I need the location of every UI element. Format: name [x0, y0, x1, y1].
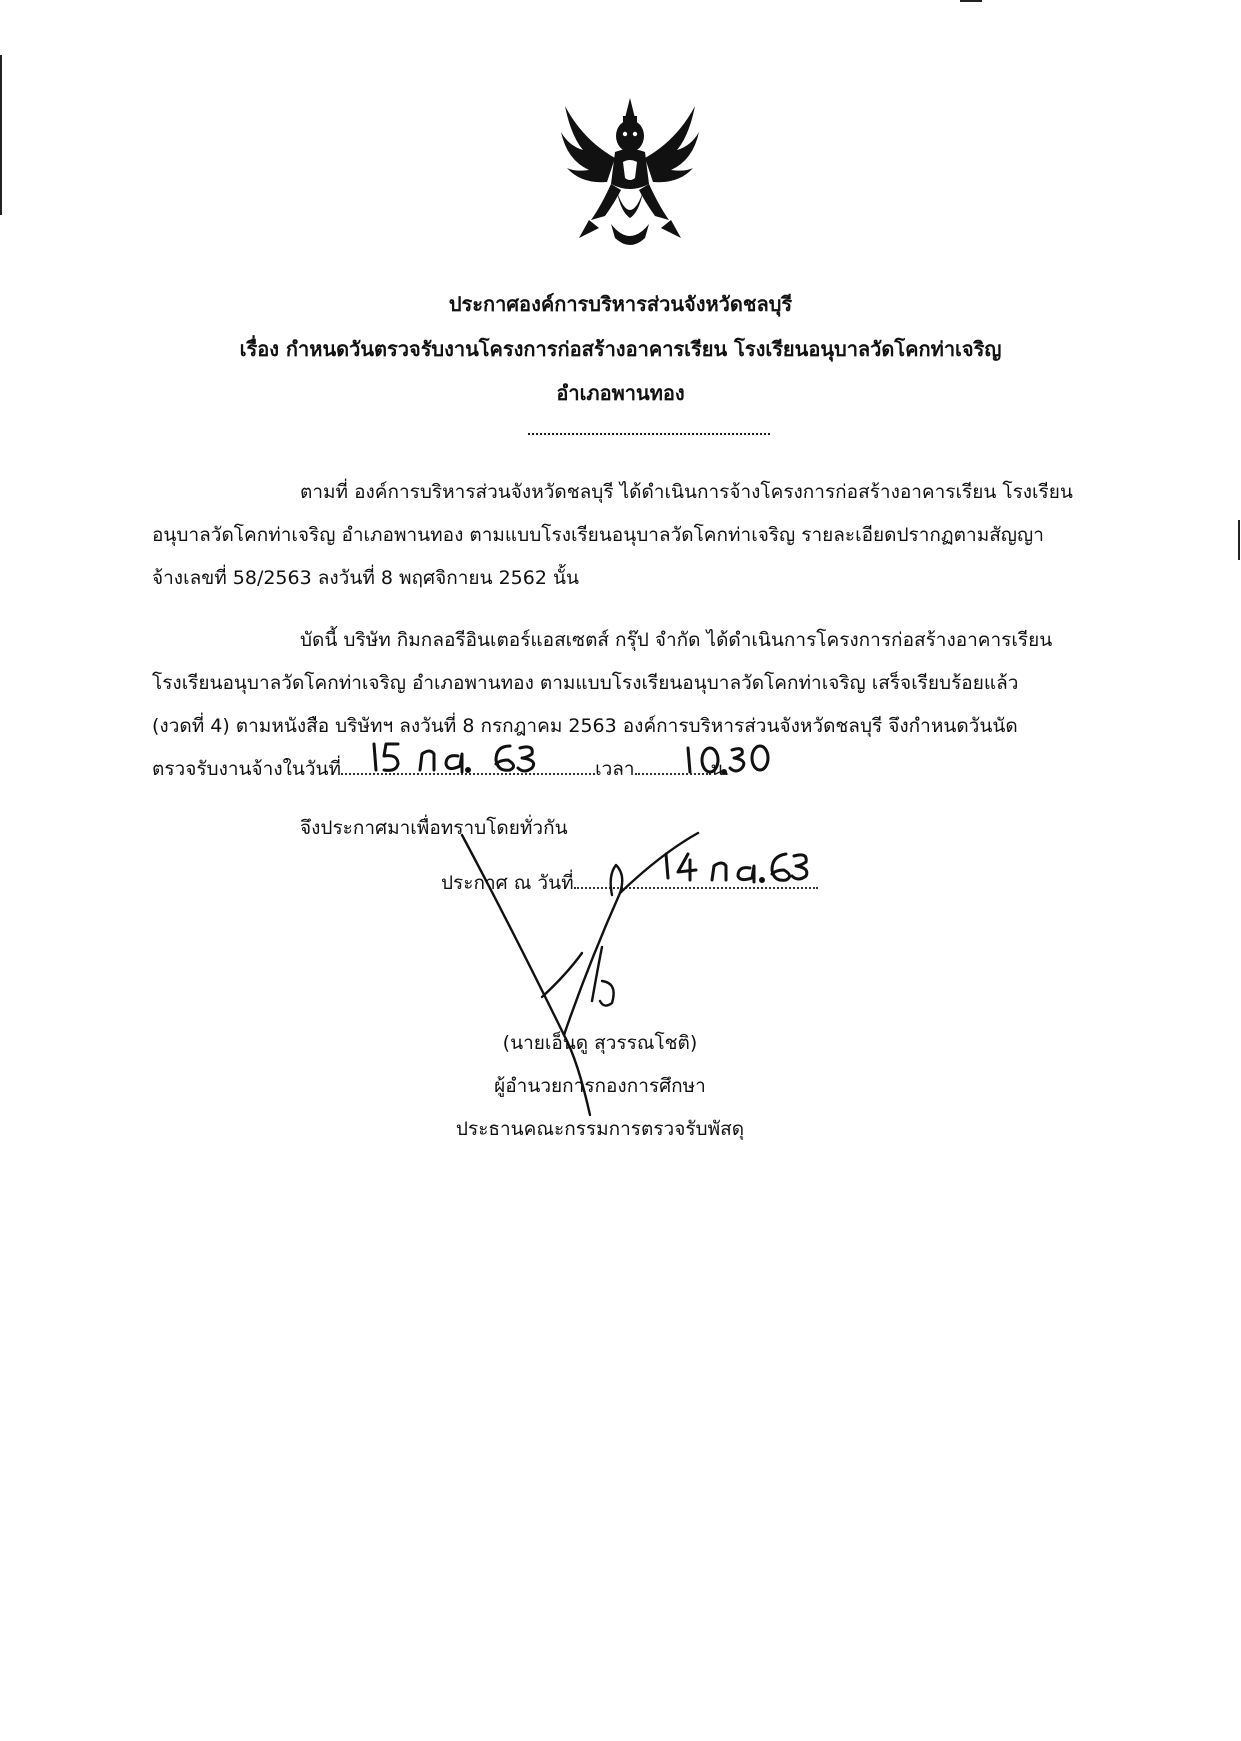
subject-line: เรื่อง กำหนดวันตรวจรับงานโครงการก่อสร้างอาคารเรียน โรงเรียนอนุบาลวัดโคกท่าเจริญ: [239, 337, 1002, 361]
garuda-emblem-icon: [555, 88, 705, 258]
handwritten-inspection-date: [368, 738, 548, 778]
scan-edge-top: [960, 0, 982, 2]
para1-line2: อนุบาลวัดโคกท่าเจริญ อำเภอพานทอง ตามแบบโรงเรียนอนุบาลวัดโคกท่าเจริญ รายละเอียดปรากฏตามสัญญา: [152, 524, 1044, 546]
dotted-separator: [528, 433, 770, 435]
para2-line3: (งวดที่ 4) ตามหนังสือ บริษัทฯ ลงวันที่ 8 กรกฎาคม 2563 องค์การบริหารส่วนจังหวัดชลบุรี จึงกำหนดวันนัด: [152, 715, 1018, 737]
para1-line3: จ้างเลขที่ 58/2563 ลงวันที่ 8 พฤศจิกายน 2562 นั้น: [152, 567, 579, 589]
time-unit: น.: [710, 758, 730, 780]
closing-statement: จึงประกาศมาเพื่อทราบโดยทั่วกัน: [300, 817, 568, 839]
para2-line1: บัดนี้ บริษัท กิมกลอรีอินเตอร์แอสเซตส์ กรุ๊ป จำกัด ได้ดำเนินการโครงการก่อสร้างอาคารเรียน: [300, 629, 1053, 651]
para1-line1: ตามที่ องค์การบริหารส่วนจังหวัดชลบุรี ได้ดำเนินการจ้างโครงการก่อสร้างอาคารเรียน โรงเรียน: [300, 481, 1073, 503]
para2-line2: โรงเรียนอนุบาลวัดโคกท่าเจริญ อำเภอพานทอง ตามแบบโรงเรียนอนุบาลวัดโคกท่าเจริญ เสร็จเรียบร้อยแล้ว: [152, 672, 1019, 694]
signer-name: (นายเอ็นดู สุวรรณโชติ): [502, 1032, 698, 1054]
signer-title: ผู้อำนวยการกองการศึกษา: [494, 1075, 706, 1097]
inspection-date-label: ตรวจรับงานจ้างในวันที่: [152, 758, 342, 780]
scan-edge-left: [0, 55, 2, 215]
district-line: อำเภอพานทอง: [556, 381, 685, 405]
handwritten-inspection-time: [680, 740, 780, 780]
announcement-title: ประกาศองค์การบริหารส่วนจังหวัดชลบุรี: [448, 292, 793, 316]
inspection-time-label: เวลา: [595, 758, 635, 780]
signer-role: ประธานคณะกรรมการตรวจรับพัสดุ: [455, 1118, 745, 1140]
scan-edge-right: [1238, 520, 1240, 560]
announce-date-label: ประกาศ ณ วันที่: [441, 872, 574, 894]
